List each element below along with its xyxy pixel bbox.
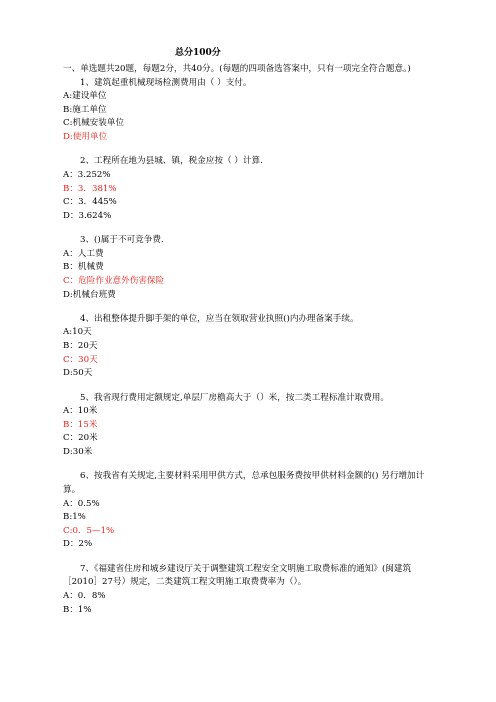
answer-option-correct: C:0．5—1% [63, 525, 115, 536]
question-stem: 2、工程所在地为县城、镇，税金应按（ ）计算. [80, 156, 263, 167]
exam-content [63, 63, 436, 617]
answer-option-correct: C：30天 [63, 354, 98, 365]
question-list [63, 77, 436, 618]
question-stem: 6、按我省有关规定,主要材料采用甲供方式，总承包服务费按甲供材料金额的() 另行增加计算。 [63, 471, 425, 496]
answer-option: A：10米 [63, 406, 98, 417]
answer-option: A:建设单位 [63, 91, 107, 102]
question-stem: 5、我省现行费用定额规定,单层厂房檐高大于（）米，按二类工程标准计取费用。 [80, 392, 389, 403]
question-6 [63, 470, 436, 552]
answer-option: A：0．8% [63, 590, 106, 601]
answer-option: C：3．445% [63, 197, 117, 208]
question-stem: 1、建筑起重机械现场检测费用由（ ）支付。 [80, 77, 252, 88]
question-stem: 3、()属于不可竞争费. [80, 235, 164, 246]
answer-option: B:施工单位 [63, 104, 107, 115]
answer-option-correct: B：3．381% [63, 183, 117, 194]
question-2 [63, 155, 436, 223]
answer-option: A：3.252% [63, 169, 111, 180]
answer-option: D:30米 [63, 447, 93, 458]
answer-option: B：1% [63, 604, 92, 615]
answer-option: D：3.624% [63, 210, 112, 221]
answer-option-correct: B：15米 [63, 419, 98, 430]
question-4 [63, 313, 436, 381]
section-instruction: 一、单选题共20题，每题2分，共40分。(每题的四项备选答案中，只有一项完全符合题意。) [63, 64, 411, 74]
answer-option: D:50天 [63, 368, 93, 379]
question-stem: 7、《福建省住房和城乡建设厅关于调整建筑工程安全文明施工取费标准的通知》(闽建筑［2010］27号）规定，二类建筑工程文明施工取费费率为（）。 [63, 563, 412, 588]
answer-option: A：0.5% [63, 498, 100, 509]
answer-option: C：20米 [63, 433, 98, 444]
question-1 [63, 77, 436, 145]
answer-option: B：20天 [63, 341, 98, 352]
answer-option: B:1% [63, 512, 86, 523]
answer-option: B：机械费 [63, 262, 104, 273]
answer-option: D：2% [63, 539, 93, 550]
answer-option: A：人工费 [63, 248, 104, 259]
question-stem: 4、出租整体提升脚手架的单位，应当在领取营业执照()内办理备案手续。 [80, 313, 359, 324]
answer-option-correct: D:使用单位 [63, 131, 108, 142]
answer-option-correct: C：危险作业意外伤害保险 [63, 275, 165, 286]
answer-option: D:机械台班费 [63, 289, 116, 300]
question-5 [63, 392, 436, 460]
total-score-title: 总分100分 [175, 48, 221, 58]
question-3 [63, 234, 436, 302]
answer-option: C:机械安装单位 [63, 118, 125, 129]
question-7 [63, 563, 436, 617]
answer-option: A:10天 [63, 327, 92, 338]
